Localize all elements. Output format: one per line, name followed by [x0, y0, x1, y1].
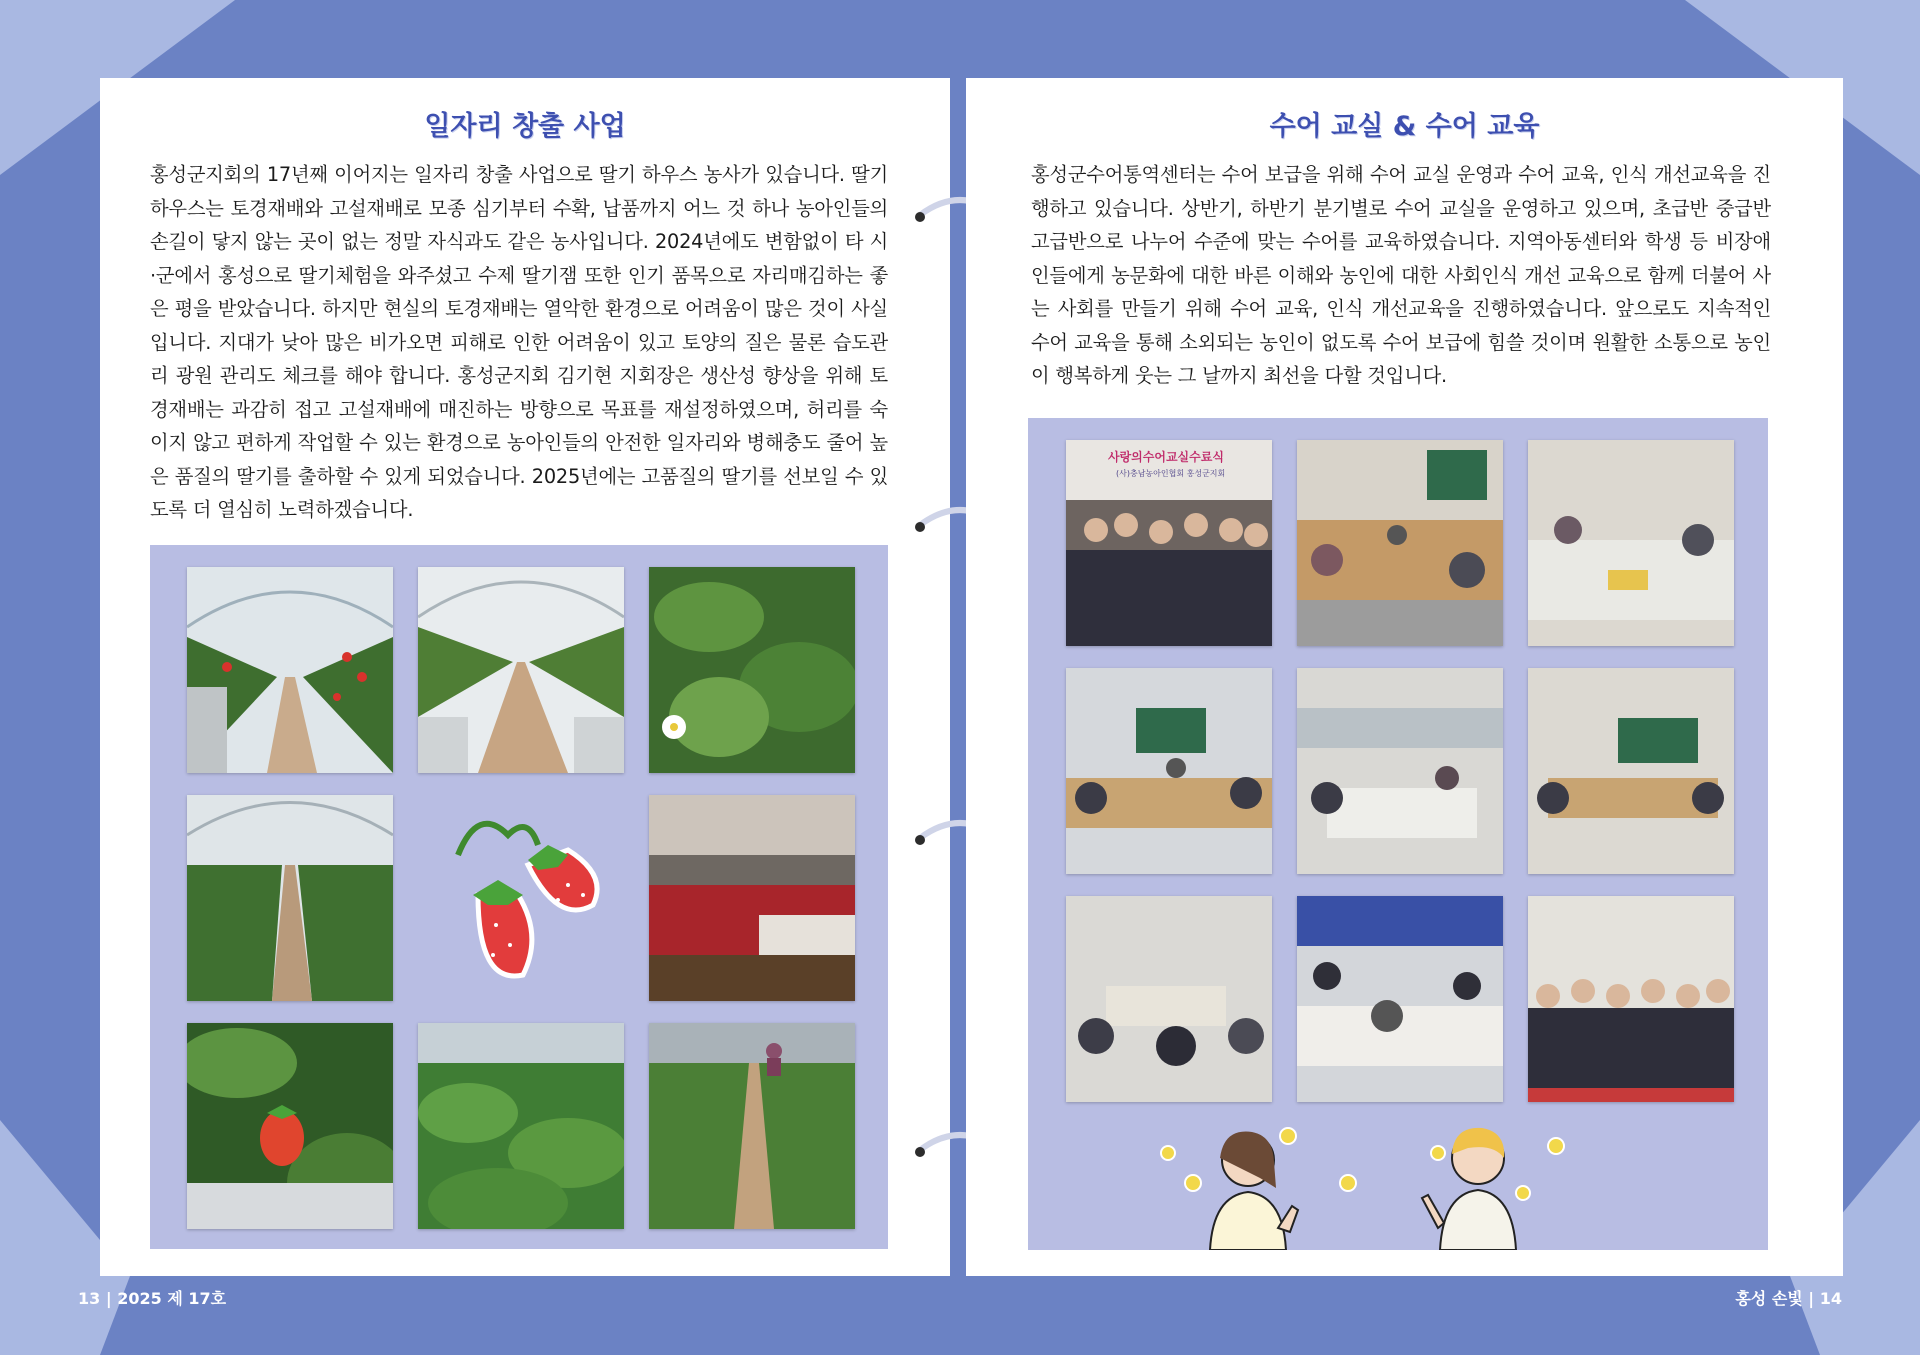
photo-classroom-6: [1066, 896, 1272, 1102]
photo-greenhouse-aisle: [187, 795, 393, 1001]
left-page: [100, 78, 950, 1276]
footer-right: 홍성 손빛 | 14: [1735, 1289, 1842, 1308]
footer-left: 13 | 2025 제 17호: [78, 1289, 227, 1308]
photo-strawberry-boxes: [649, 795, 855, 1001]
sign-language-illustration: [1148, 1118, 1668, 1250]
photo-greenhouse-raised-beds: [187, 567, 393, 773]
photo-graduation-group: [1066, 440, 1272, 646]
photo-classroom-3: [1066, 668, 1272, 874]
photo-panel: [1028, 418, 1768, 1250]
photo-classroom-1: [1297, 440, 1503, 646]
photo-ground-plants: [418, 1023, 624, 1229]
article-paragraph: 홍성군지회의 17년째 이어지는 일자리 창출 사업으로 딸기 하우스 농사가 있습니다. 딸기 하우스는 토경재배와 고설재배로 모종 심기부터 수확, 납품까지 어느 것 하나 농아인들의 손길이 닿지 않는 곳이 없는 정말 자식과도 같은 농사입니다. 2024년에도 변함없이 타 시·군에서 홍성으로 딸기체험을 와주셨고 수제 딸기잼 또한 인기 품목으로 자리매김하는 좋은 평을 받았습니다. 하지만 현실의 토경재배는 열악한 환경으로 어려움이 많은 것이 사실입니다. 지대가 낮아 많은 비가오면 피해로 인한 어려움이 있고 토양의 질은 물론 습도관리 광원 관리도 체크를 해야 합니다. 홍성군지회 김기현 지회장은 생산성 향상을 위해 토경재배는 과감히 접고 고설재배에 매진하는 방향으로 목표를 재설정하였으며, 허리를 숙이지 않고 편하게 작업할 수 있는 환경으로 농아인들의 안전한 일자리와 병해충도 줄어 높은 품질의 딸기를 출하할 수 있게 되었습니다. 2025년에는 고품질의 딸기를 선보일 수 있도록 더 열심히 노력하겠습니다.: [150, 163, 888, 521]
right-page: [966, 78, 1843, 1276]
photo-classroom-4: [1297, 668, 1503, 874]
photo-classroom-7: [1297, 896, 1503, 1102]
photo-panel: [150, 545, 888, 1249]
page-title: 수어 교실 & 수어 교육: [1269, 111, 1540, 142]
strawberry-illustration: [418, 795, 624, 1001]
photo-strawberry-leaves: [649, 567, 855, 773]
photo-farmer-working: [649, 1023, 855, 1229]
article-paragraph: 홍성군수어통역센터는 수어 보급을 위해 수어 교실 운영과 수어 교육, 인식 개선교육을 진행하고 있습니다. 상반기, 하반기 분기별로 수어 교실을 운영하고 있으며, 초급반 중급반 고급반으로 나누어 수준에 맞는 수어를 교육하였습니다. 지역아동센터와 학생 등 비장애인들에게 농문화에 대한 바른 이해와 농인에 대한 사회인식 개선 교육으로 함께 더불어 사는 사회를 만들기 위해 수어 교육, 인식 개선교육을 진행하였습니다. 앞으로도 지속적인 수어 교육을 통해 소외되는 농인이 없도록 수어 보급에 힘쓸 것이며 원활한 소통으로 농인이 행복하게 웃는 그 날까지 최선을 다할 것입니다.: [1031, 163, 1771, 387]
photo-strawberry-fruit: [187, 1023, 393, 1229]
banner-text: 사랑의수어교실수료식: [1108, 450, 1224, 464]
photo-classroom-2: [1528, 440, 1734, 646]
photo-group-signing: [1528, 896, 1734, 1102]
photo-greenhouse-rows: [418, 567, 624, 773]
page-title: 일자리 창출 사업: [424, 111, 626, 142]
photo-classroom-5: [1528, 668, 1734, 874]
banner-subtext: (사)충남농아인협회 홍성군지회: [1116, 469, 1226, 478]
strawberry-icon: [418, 795, 624, 1001]
